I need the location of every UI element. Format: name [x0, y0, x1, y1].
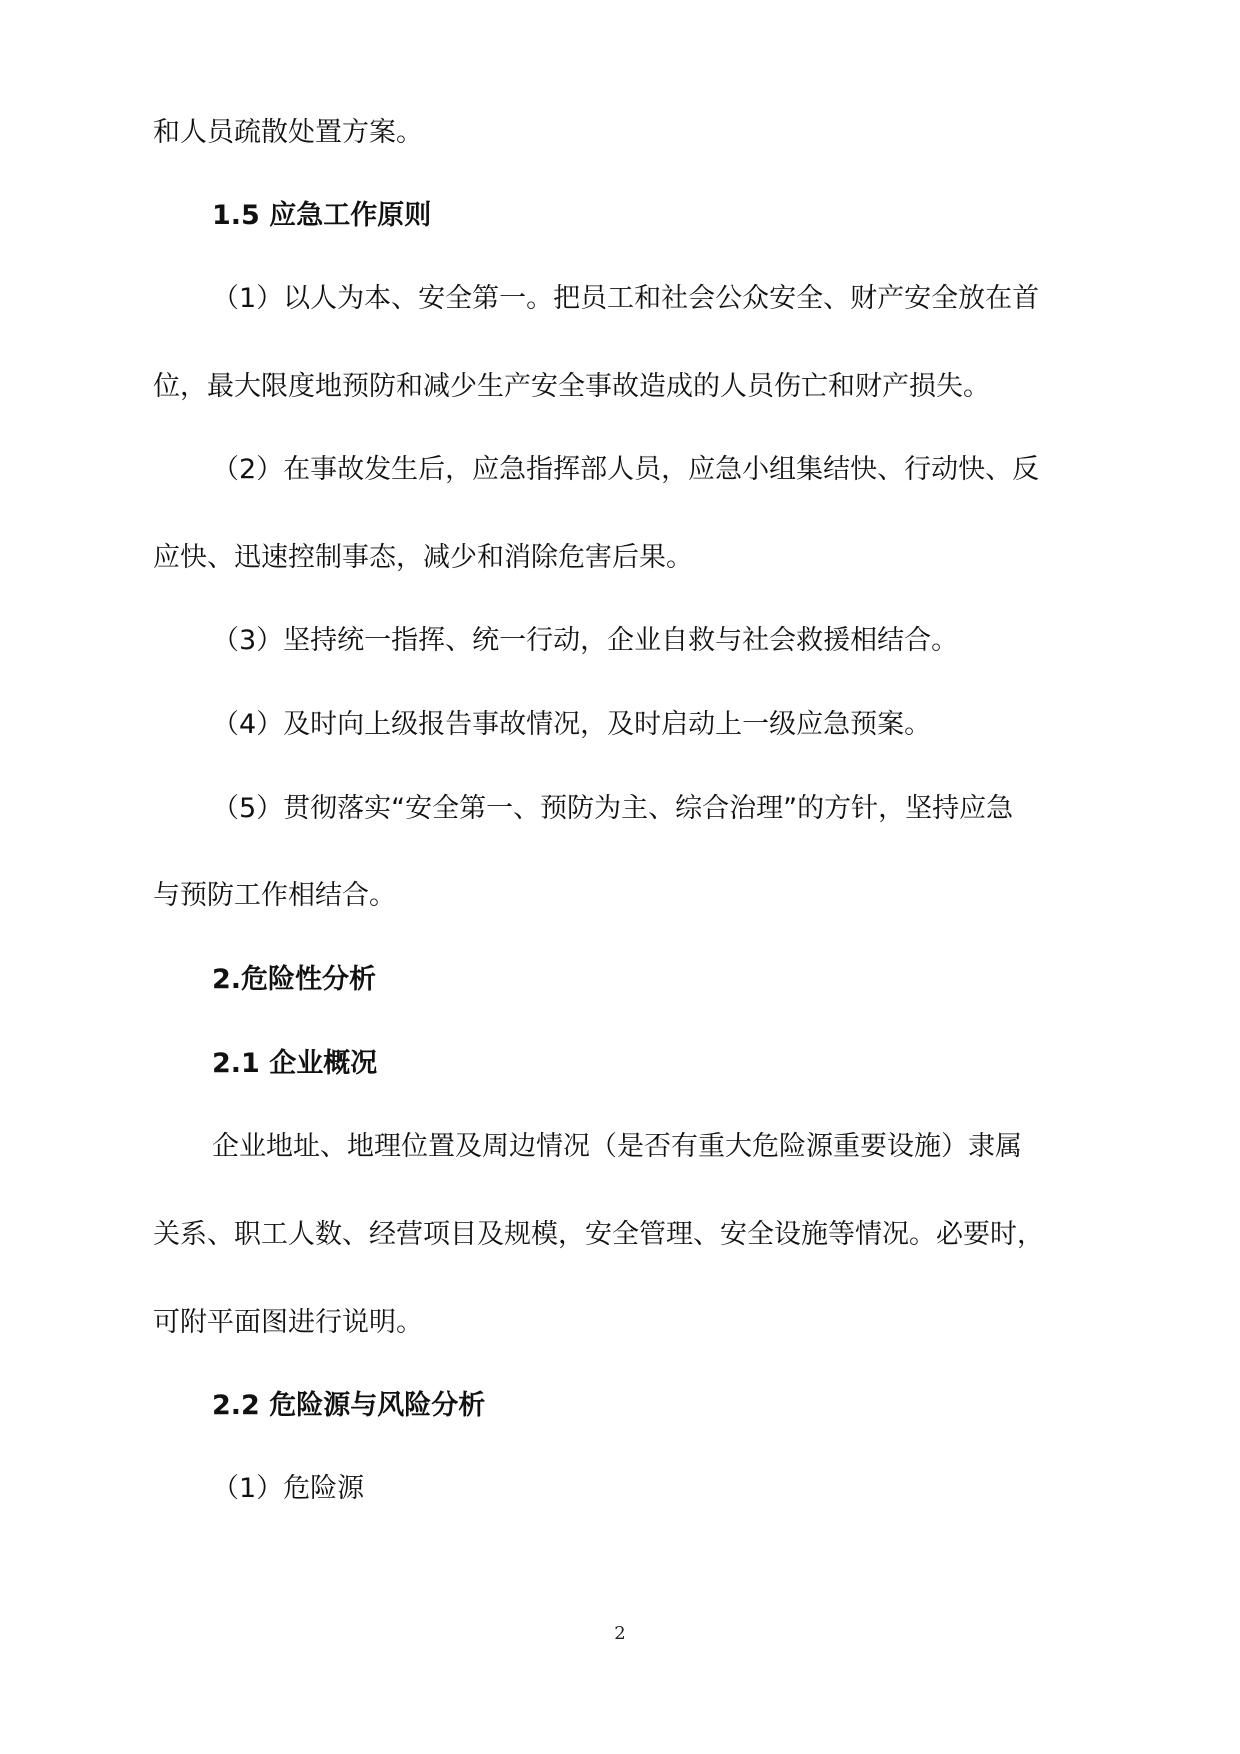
hazard-source-item: （1）危险源	[212, 1473, 365, 1504]
principle-3: （3）坚持统一指挥、统一行动，企业自救与社会救援相结合。	[212, 625, 959, 656]
principle-2-line-2: 应快、迅速控制事态，减少和消除危害后果。	[153, 542, 693, 573]
section-heading-2-1: 2.1 企业概况	[212, 1048, 378, 1079]
company-overview-line-3: 可附平面图进行说明。	[153, 1307, 423, 1338]
principle-5-line-1: （5）贯彻落实“安全第一、预防为主、综合治理”的方针，坚持应急	[212, 793, 1014, 824]
principle-2-line-1: （2）在事故发生后，应急指挥部人员，应急小组集结快、行动快、反	[212, 454, 1040, 485]
principle-1-line-2: 位，最大限度地预防和减少生产安全事故造成的人员伤亡和财产损失。	[153, 371, 990, 402]
company-overview-line-2: 关系、职工人数、经营项目及规模，安全管理、安全设施等情况。必要时，	[153, 1219, 1044, 1250]
principle-5-line-2: 与预防工作相结合。	[153, 880, 396, 911]
section-heading-2-2: 2.2 危险源与风险分析	[212, 1390, 486, 1421]
section-heading-1-5: 1.5 应急工作原则	[212, 200, 432, 231]
company-overview-line-1: 企业地址、地理位置及周边情况（是否有重大危险源重要设施）隶属	[212, 1131, 1022, 1162]
page-number: 2	[614, 1623, 626, 1644]
body-text-line: 和人员疏散处置方案。	[153, 117, 423, 148]
principle-1-line-1: （1）以人为本、安全第一。把员工和社会公众安全、财产安全放在首	[212, 283, 1040, 314]
section-heading-2: 2.危险性分析	[212, 964, 377, 995]
principle-4: （4）及时向上级报告事故情况，及时启动上一级应急预案。	[212, 709, 932, 740]
